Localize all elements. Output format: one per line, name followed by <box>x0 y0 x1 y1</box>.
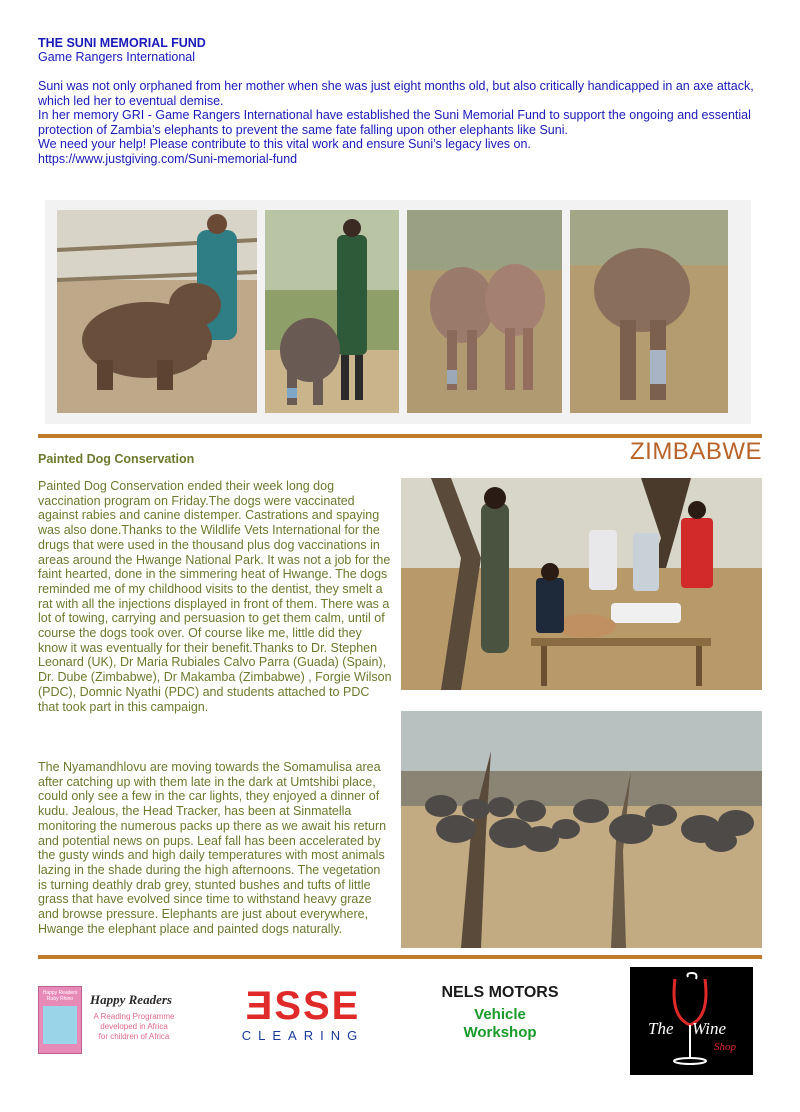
photo-dog-vaccination <box>401 478 762 690</box>
suni-paragraph: Suni was not only orphaned from her mother when she was just eight months old, but also critically handicapped in an axe attack, which led her to eventual demise. <box>38 79 754 108</box>
book-title: Happy Readers <box>42 990 78 996</box>
photo-keeper-with-calf <box>265 210 399 413</box>
suni-fund-title: THE SUNI MEMORIAL FUND <box>38 36 206 50</box>
photo-elephant-calf-keeper <box>57 210 257 413</box>
suni-fund-subtitle: Game Rangers International <box>38 50 196 64</box>
photo-two-calves <box>407 210 562 413</box>
book-subtitle: Ruby Rhino <box>46 996 74 1002</box>
section-divider <box>38 955 762 959</box>
esse-mark: ƎSSE <box>245 984 361 1028</box>
article-paragraph: The Nyamandhlovu are moving towards the Somamulisa area after catching up with them late in the dark at Umtshibi place, could only see a few in the car lights, they enjoyed a dinner of kudu. Jealous, the Head Tracker, has been at Sinmatella monitoring the numerous packs up there as we await his return and potential news on pups. Leaf fall has been accelerated by the gusty winds and high daily temperatures with most animals lazing in the shade during the high afternoons. The vegetation is turning deathly drab grey, stunted bushes and tufts of little grass that have evolved since time to withstand heavy graze and browse pressure. Elephants are just about everywhere, Hwange the elephant place and painted dogs naturally. <box>38 760 387 936</box>
wine-shop-wine: Wine <box>692 1019 726 1038</box>
nels-motors-name: NELS MOTORS <box>441 984 559 1001</box>
country-heading: ZIMBABWE <box>629 438 762 465</box>
wine-shop-shop: Shop <box>714 1041 736 1053</box>
happy-readers-name: Happy Readers <box>90 992 172 1007</box>
suni-paragraph: In her memory GRI - Game Rangers International have established the Suni Memorial Fund to support the ongoing and essential protection of Zambia’s elephants to prevent the same fate falling upon other elephants like Suni. <box>38 108 751 137</box>
nels-motors-tagline: Vehicle Workshop <box>463 1006 537 1041</box>
esse-clearing-logo <box>232 986 374 1041</box>
article-paragraph: Painted Dog Conservation ended their week long dog vaccination program on Friday.The dogs were vaccinated against rabies and canine distemper. Castrations and spaying was also done.Thanks to the Wildlife Vets International for the drugs that were used in the thousand plus dog vaccinations in areas around the Hwange National Park. It was not a job for the faint hearted, done in the simmering heat of Hwange. The dogs reminded me of my childhood visits to the dentist, they smelt a rat with all the injections displayed in front of them. There was a lot of towing, carrying and persuasion to get them calm, until of course the dogs took over. Of course like me, little did they know it was eventually for their benefit.Thanks to Dr. Stephen Leonard (UK), Dr Maria Rubiales Calvo Parra (Guada) (Spain), Dr. Dube (Zimbabwe), Dr Makamba (Zimbabwe) , Forgie Wilson (PDC), Domnic Nyathi (PDC) and students attached to PDC that took part in this campaign. <box>38 479 392 714</box>
happy-readers-logo <box>38 986 178 1056</box>
happy-readers-tagline: A Reading Programme developed in Africa for children of Africa <box>93 1012 175 1041</box>
suni-fund-body <box>38 79 768 167</box>
book-cover-icon <box>38 986 82 1054</box>
suni-paragraph: We need your help! Please contribute to this vital work and ensure Suni’s legacy lives on. <box>38 137 531 152</box>
nels-motors-logo <box>425 984 575 1046</box>
wine-shop-the: The <box>648 1019 674 1038</box>
elephant-photo-strip <box>45 200 751 424</box>
photo-elephant-herd <box>401 711 762 948</box>
section-title: Painted Dog Conservation <box>38 452 195 466</box>
donation-link[interactable]: https://www.justgiving.com/Suni-memorial-fund <box>38 151 298 166</box>
the-wine-shop-logo <box>630 967 753 1075</box>
photo-bandaged-calf <box>570 210 728 413</box>
esse-wordmark: CLEARING <box>241 1028 365 1043</box>
